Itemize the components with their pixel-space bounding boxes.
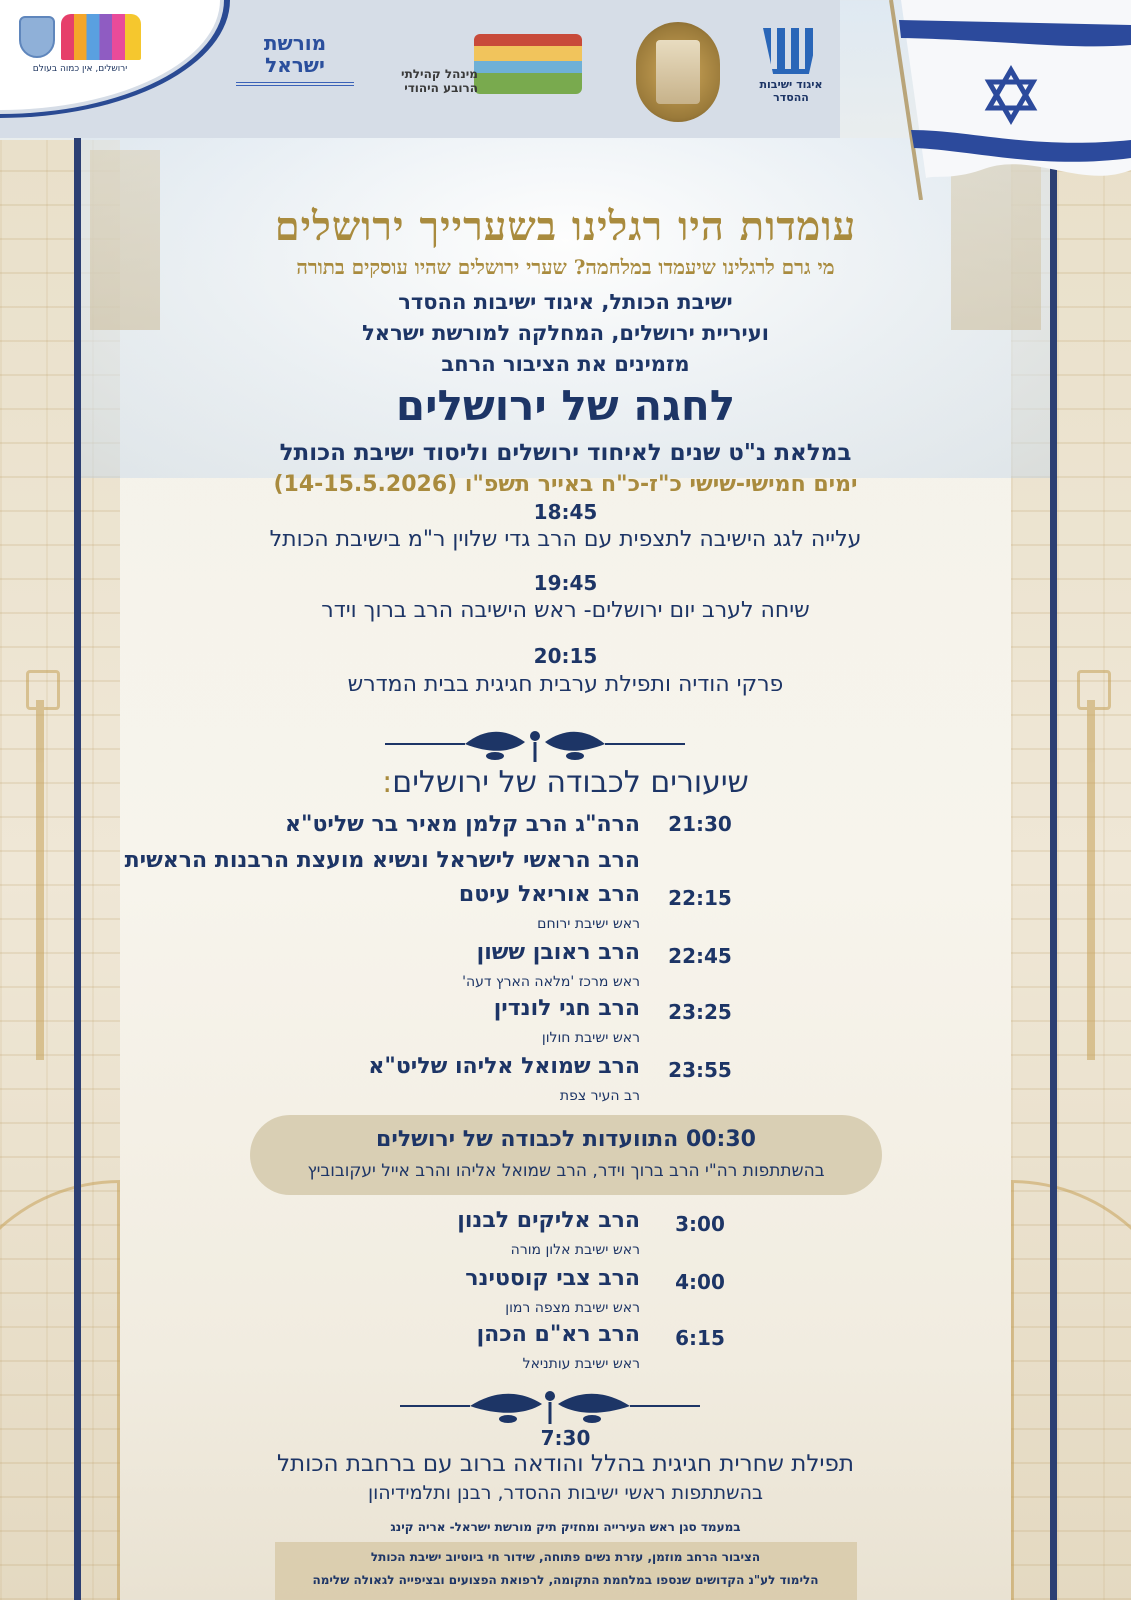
- lecture-row: [345, 996, 745, 1052]
- lecture-name: הרב אליקים לבנון: [457, 1208, 640, 1233]
- morning-time: 7:30: [540, 1426, 591, 1450]
- lecture-row: [345, 1054, 745, 1110]
- lecture-row: [45, 812, 745, 882]
- yeshivat-hakotel-logo: [636, 22, 720, 122]
- lecture-name: הרב חגי לונדין: [493, 996, 640, 1021]
- lecture-name: הרה"ג הרב קלמן מאיר בר שליט"א: [284, 812, 640, 837]
- lectures-heading: [90, 765, 1041, 800]
- footer-line-2: הלימוד לע"נ הקדושים שנספו במלחמת התקומה, לרפואת הפצועים ובציפייה לגאולה שלימה: [312, 1573, 819, 1587]
- event-title: לחגה של ירושלים: [395, 381, 736, 430]
- program-time: 20:15: [533, 644, 598, 668]
- host-line-1: ישיבת הכותל, איגוד ישיבות ההסדר: [398, 290, 733, 314]
- lamp-left: [36, 700, 44, 1060]
- lecture-name: הרב ראובן ששון: [476, 940, 640, 965]
- program-time: 18:45: [533, 500, 598, 524]
- lecture-time: 3:00: [675, 1212, 725, 1236]
- jewish-quarter-image-icon: [474, 34, 582, 94]
- lecture-name: הרב רא"ם הכהן: [476, 1322, 640, 1347]
- program-item: שיחה לערב יום ירושלים- ראש הישיבה הרב ברוך וידר: [321, 598, 810, 623]
- moreshet-line1: מורשת: [263, 31, 327, 55]
- lectures-heading-colon: :: [382, 765, 393, 800]
- patron-line: במעמד סגן ראש העירייה ומחזיק תיק מורשת ישראל- אריה קינג: [390, 1520, 741, 1534]
- morning-participants: בהשתתפות ראשי ישיבות ההסדר, רבנן ותלמידיהון: [367, 1482, 764, 1504]
- jerusalem-municipality-logo: [10, 14, 150, 74]
- main-title: עומדות היו רגלינו בשערייך ירושלים: [274, 203, 857, 250]
- ornament-divider-icon: [400, 1384, 700, 1428]
- program-item: פרקי הודיה ותפילת ערבית חגיגית בבית המדרש: [347, 672, 784, 697]
- gathering-time: 00:30: [685, 1127, 756, 1152]
- lecture-name: הרב צבי קוסטינר: [465, 1266, 640, 1291]
- frame-line-right: [1050, 138, 1057, 1600]
- lecture-time: 23:55: [668, 1058, 732, 1082]
- gathering-participants: בהשתתפות רה"י הרב ברוך וידר, הרב שמואל אליהו והרב אייל יעקובוביץ: [307, 1161, 825, 1181]
- subtitle: מי גרם לרגלינו שיעמדו במלחמה? שערי ירושלים שהיו עוסקים בתורה: [296, 255, 835, 279]
- lecture-role: ראש ישיבת חולון: [541, 1030, 640, 1046]
- lecture-time: 6:15: [675, 1326, 725, 1350]
- gate-right: [1011, 1180, 1131, 1600]
- program-item: עלייה לגג הישיבה לתצפית עם הרב גדי שלוין ר"מ בישיבת הכותל: [269, 527, 862, 552]
- lamp-right: [1087, 700, 1095, 1060]
- gathering-line: [250, 1127, 882, 1152]
- lecture-time: 22:45: [668, 944, 732, 968]
- lecture-role: ראש מרכז 'מלאה הארץ דעה': [462, 974, 640, 990]
- lecture-role: ראש ישיבת ירוחם: [537, 916, 640, 932]
- jerusalem-emblem-icon: [19, 16, 55, 58]
- igud-caption: איגוד ישיבות ההסדר: [759, 78, 823, 104]
- israel-flag-icon: [881, 0, 1131, 200]
- program-time: 19:45: [533, 571, 598, 595]
- gathering-banner: [250, 1115, 882, 1195]
- jerusalem-caption: ירושלים, אין כמוה בעולם: [32, 64, 128, 74]
- jewish-quarter-logo: [384, 34, 594, 114]
- jewish-quarter-text: [358, 68, 478, 96]
- night-lecture-row: [345, 1208, 745, 1264]
- host-line-2: ועיריית ירושלים, המחלקה למורשת ישראל: [362, 321, 769, 345]
- footer-line-1: הציבור הרחב מוזמן, עזרת נשים פתוחה, שידור חי ביוטיוב ישיבת הכותל: [370, 1550, 761, 1564]
- lecture-row: [345, 940, 745, 996]
- lecture-name: הרב שמואל אליהו שליט"א: [368, 1054, 640, 1079]
- occasion-line: במלאת נ"ט שנים לאיחוד ירושלים וליסוד ישיבת הכותל: [279, 440, 852, 466]
- lecture-role: רב העיר צפת: [559, 1088, 640, 1104]
- moreshet-line2: ישראל: [265, 53, 325, 77]
- jerusalem-colors-icon: [61, 14, 141, 60]
- lecture-row: [345, 882, 745, 938]
- lecture-name: הרב אוריאל עיטם: [458, 882, 640, 907]
- lectures-heading-text: שיעורים לכבודה של ירושלים: [392, 765, 749, 800]
- igud-yeshivot-logo: [748, 28, 834, 104]
- morning-prayer: תפילת שחרית חגיגית בהלל והודאה ברוב עם ברחבת הכותל: [276, 1451, 855, 1477]
- rova-line2: הרובע היהודי: [404, 80, 478, 95]
- ornament-divider-icon: [385, 722, 685, 766]
- event-dates: ימים חמישי-שישי כ"ז-כ"ח באייר תשפ"ו (14-15.5.2026): [273, 472, 858, 497]
- lecture-role: הרב הראשי לישראל ונשיא מועצת הרבנות הראשית: [124, 848, 640, 873]
- gathering-title: התוועדות לכבודה של ירושלים: [376, 1127, 679, 1152]
- host-line-3: מזמינים את הציבור הרחב: [441, 352, 690, 376]
- lecture-time: 21:30: [668, 812, 732, 836]
- igud-mark-icon: [763, 28, 819, 74]
- lecture-time: 23:25: [668, 1000, 732, 1024]
- night-lecture-row: [345, 1266, 745, 1322]
- lecture-role: ראש ישיבת מצפה רמון: [505, 1300, 640, 1316]
- rova-line1: מינהל קהילתי: [401, 67, 478, 81]
- moreshet-israel-logo: [236, 26, 354, 86]
- lecture-role: ראש ישיבת אלון מורה: [510, 1242, 640, 1258]
- kotel-building-icon: [656, 40, 700, 104]
- lecture-time: 22:15: [668, 886, 732, 910]
- gate-left: [0, 1180, 120, 1600]
- night-lecture-row: [345, 1322, 745, 1378]
- lecture-time: 4:00: [675, 1270, 725, 1294]
- lecture-role: ראש ישיבת עותניאל: [522, 1356, 640, 1372]
